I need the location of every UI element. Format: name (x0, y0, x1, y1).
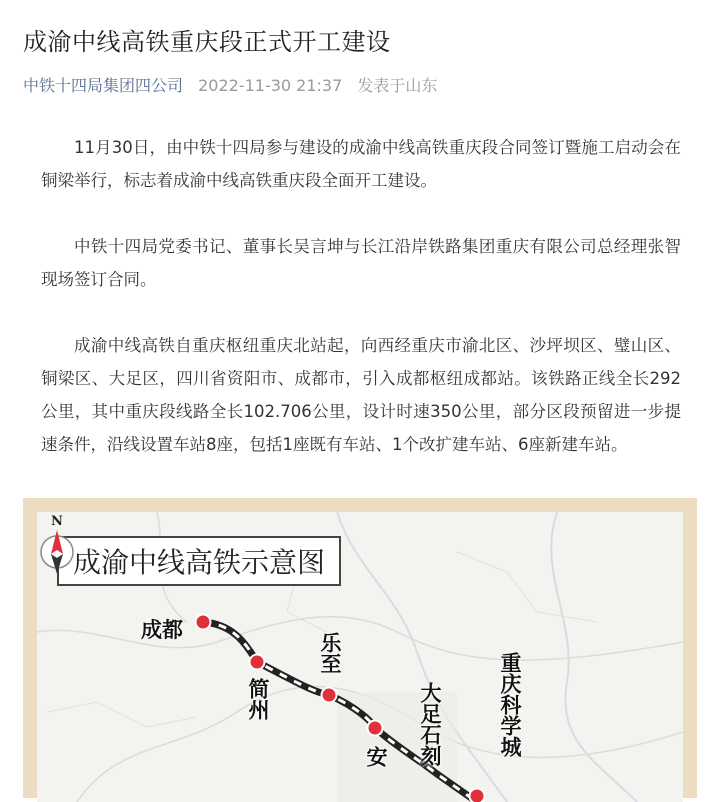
station-marker-lezhi (322, 688, 337, 703)
publish-location: 发表于山东 (357, 76, 437, 95)
account-name-link[interactable]: 中铁十四局集团四公司 (23, 76, 183, 95)
compass-label: N (51, 514, 63, 529)
map-canvas (37, 512, 683, 802)
station-label-jianzhou: 简州 (247, 678, 268, 720)
station-marker-dazu (470, 789, 485, 802)
station-label-chongqing-sci: 重庆科学城 (499, 652, 520, 757)
station-label-an: 安 (365, 746, 386, 767)
station-label-lezhi: 乐至 (319, 632, 340, 674)
station-marker-an (368, 721, 383, 736)
compass-icon (37, 512, 77, 582)
station-marker-chengdu (196, 615, 211, 630)
article-title: 成渝中线高铁重庆段正式开工建设 (23, 22, 391, 57)
paragraph: 中铁十四局党委书记、董事长吴言坤与长江沿岸铁路集团重庆有限公司总经理张智现场签订合同。 (41, 230, 681, 296)
paragraph: 成渝中线高铁自重庆枢纽重庆北站起，向西经重庆市渝北区、沙坪坝区、璧山区、铜梁区、大足区，四川省资阳市、成都市，引入成都枢纽成都站。该铁路正线全长292公里，其中重庆段线路全长102.706公里，设计时速350公里，部分区段预留进一步提速条件，沿线设置车站8座，包括1座既有车站、1个改扩建车站、6座新建车站。 (41, 329, 681, 461)
article-content (41, 131, 681, 494)
station-label-chengdu: 成都 (141, 614, 183, 644)
station-label-dazu: 大足石刻 (419, 682, 440, 766)
station-marker-jianzhou (250, 655, 265, 670)
map-title: 成渝中线高铁示意图 (73, 541, 325, 581)
paragraph: 11月30日，由中铁十四局参与建设的成渝中线高铁重庆段合同签订暨施工启动会在铜梁举行，标志着成渝中线高铁重庆段全面开工建设。 (41, 131, 681, 197)
publish-time: 2022-11-30 21:37 (198, 76, 342, 95)
map-title-box (57, 536, 341, 586)
article-meta (23, 73, 437, 96)
map-image[interactable] (23, 498, 697, 798)
